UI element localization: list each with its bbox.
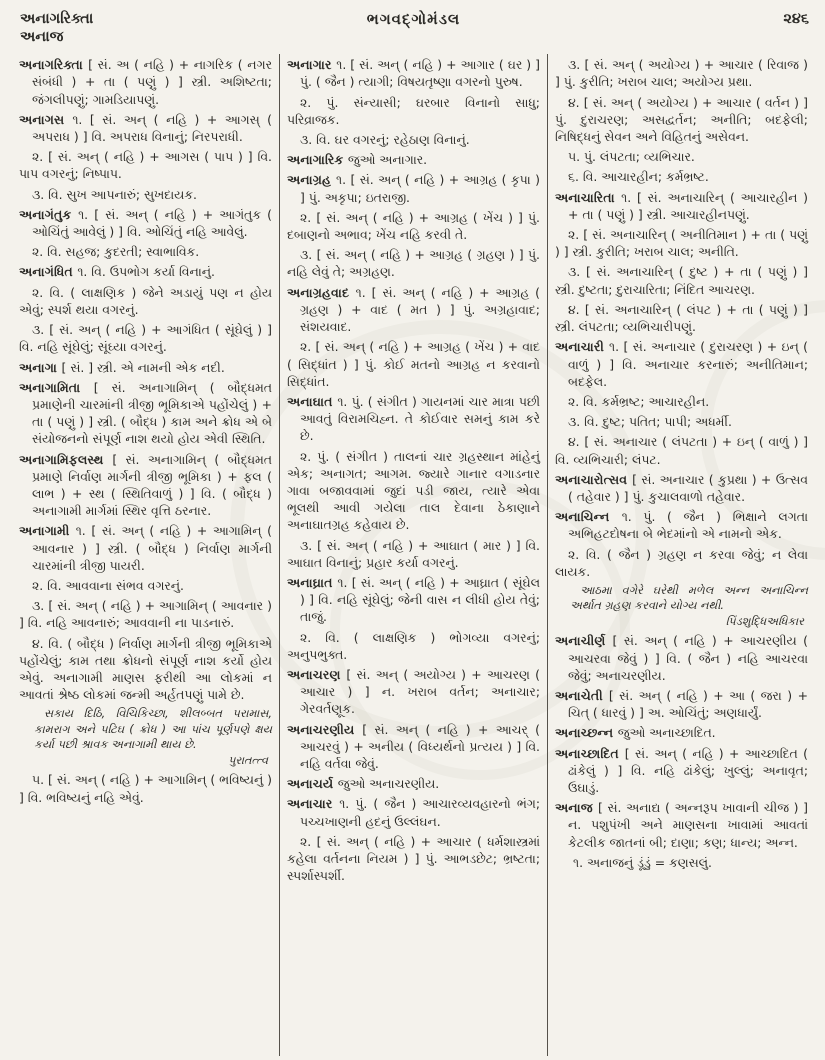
headword: અનાઘ્રાત — [287, 574, 338, 590]
sense-item: ૩. વિ. સુખ આપનારું; સુખદાયક. — [32, 186, 197, 202]
headword: અનાગસ — [19, 111, 73, 127]
dictionary-entry: અનાગારિક જુઓ અનાગાર. — [287, 152, 428, 168]
headword: અનાચીર્ણ — [555, 633, 613, 649]
sense-item: ૪. વિ. ( બૌદ્ધ ) નિર્વાણ માર્ગની ત્રીજી ભૂમિકાએ પહોંચેલું; કામ તથા ક્રોધનો સંપૂર્ણ નાશ કર્યો હોય એવું. અનાગામી માણસ ફરીથી આ લોકમાં ન આવતાં શ્રેષ્ઠ લોકમાં જન્મી અર્હતપણું પામે છે. — [19, 635, 272, 703]
sense-item: ૩. [ સં. અન્ ( અયોગ્ય ) + આચાર ( રિવાજ ) ] પું. કુરીતિ; ખરાબ ચાલ; અયોગ્ય પ્રથા. — [555, 57, 808, 90]
dictionary-entry: અનાચારોત્સવ [ સં. અનાચાર ( કુપ્રથા ) + ઉત્સવ ( તહેવાર ) ] પું. કુચાલવાળો તહેવાર. — [555, 471, 808, 504]
dictionary-entry: અનાગામિફલસ્થ [ સં. અનાગામિન્ ( બૌદ્ધમત પ્રમાણે નિર્વાણ માર્ગની ત્રીજી ભૂમિકા ) + ફલ ( લાભ ) + સ્થ ( સ્થિતિવાળું ) ] વિ. ( બૌદ્ધ ) અનાગામી માર્ગમાં સ્થિર વૃત્તિ ઠરનાર. — [19, 451, 272, 519]
page-header — [12, 8, 815, 50]
dictionary-entry: અનાગા [ સં. ] સ્ત્રી. એ નામની એક નદી. — [19, 359, 225, 375]
sense-item: ૩. વિ. ઘર વગરનું; રહેઠાણ વિનાનું. — [300, 132, 470, 148]
dictionary-entry: અનાચેતી [ સં. અન્ ( નહિ ) + આ ( જરા ) + ચિત્ ( ધારવું ) ] અ. ઓચિંતું; અણધાર્યું. — [555, 688, 808, 721]
headword: અનાચિન્ન — [555, 509, 622, 525]
text-columns — [12, 54, 815, 1056]
dictionary-entry: અનાગંધિત ૧. વિ. ઉપભોગ કર્યા વિનાનું. — [19, 264, 215, 280]
dictionary-entry: અનાઘાત ૧. પું. ( સંગીત ) ગાયનમાં ચાર માત્રા પછી આવતું વિરામચિહ્ન. તે કોઈવાર સમનું કામ કરે છે. — [287, 393, 540, 444]
sense-item: ૨. વિ. સહજ; કુદરતી; સ્વાભાવિક. — [32, 244, 200, 260]
headword: અનાગા — [19, 359, 62, 375]
sense-item: ૪. [ સં. અનાચારિન્ ( લંપટ ) + તા ( પણું ) ] સ્ત્રી. લંપટતા; વ્યભિચારીપણું. — [555, 301, 808, 335]
headword: અનાગ્રહ — [287, 172, 337, 188]
headword: અનાગારિક — [287, 152, 348, 168]
sense-item: ૩. વિ. દુષ્ટ; પતિત; પાપી; અધર્મી. — [568, 414, 732, 430]
sense-item: ૨. વિ. ( લાક્ષણિક ) જેને અડાયું પણ ન હોય એવું; સ્પર્શ થયા વગરનું. — [19, 284, 272, 317]
headword: અનાગામિતા — [19, 379, 94, 395]
dictionary-entry: અનાચર્ય જુઓ અનાચરણીય. — [287, 776, 440, 792]
guide-word-first: અનાગરિક્તા — [20, 11, 94, 27]
sense-item: ૪. [ સં. અનાચાર ( લંપટતા ) + ઇન્ ( વાળું ) ] વિ. વ્યભિચારી; લંપટ. — [555, 434, 808, 467]
headword: અનાચર્ય — [287, 776, 338, 792]
headword: અનાગામી — [19, 523, 76, 539]
sense-item: ૨. [ સં. અન્ ( નહિ ) + આગ્રહ ( ખેંચ ) + વાદ ( સિદ્ધાંત ) ] પું. કોઈ મતનો આગ્રહ ન કરવાનો સિદ્ધાંત. — [287, 339, 540, 389]
dictionary-entry: અનાચારિતા ૧. [ સં. અનાચારિન્ ( આચારહીન ) + તા ( પણું ) ] સ્ત્રી. આચારહીનપણું. — [555, 189, 809, 222]
citation-source: પુરાતત્ત્વ — [228, 753, 268, 767]
column-3 — [547, 54, 815, 1056]
dictionary-entry: અનાચાર ૧. પું. ( જૈન ) આચારવ્યવહારનો ભંગ; પચ્ચખાણની હદનું ઉલ્લંઘન. — [287, 796, 540, 829]
sense-item: ૨. [ સં. અનાચારિન્ ( અનીતિમાન ) + તા ( પણું ) ] સ્ત્રી. કુરીતિ; ખરાબ ચાલ; અનીતિ. — [555, 227, 808, 260]
sense-item: ૬. વિ. આચારહીન; કર્મભ્રષ્ટ. — [568, 169, 709, 185]
sense-item: ૪. [ સં. અન્ ( અયોગ્ય ) + આચાર ( વર્તન ) ] પું. દુરાચરણ; અસદ્વર્તન; અનીતિ; બદફેલી; નિષિદ્ધનું સેવન અને વિહિતનું અસેવન. — [555, 94, 808, 145]
citation-source: પિંડશુદ્ધિઅધિકાર — [725, 614, 804, 628]
dictionary-entry: અનાગ્રહવાદ ૧. [ સં. અન્ ( નહિ ) + આગ્રહ ( ગ્રહણ ) + વાદ ( મત ) ] પું. અગ્રહાવાદ; સંશયવાદ. — [287, 284, 540, 335]
column-2 — [279, 54, 547, 1056]
headword: અનાગાર — [287, 57, 337, 73]
headword: અનાગામિફલસ્થ — [19, 451, 113, 467]
dictionary-entry: અનાગરિક્તા [ સં. અ ( નહિ ) + નાગરિક ( નગર સંબંધી ) + તા ( પણું ) ] સ્ત્રી. અશિષ્ટતા; જંગલીપણું; ગામડિયાપણું. — [19, 57, 272, 107]
idiom-line: ૧. અનાજનું ડૂંડું = કણસલું. — [573, 854, 712, 870]
headword: અનાચેતી — [555, 688, 609, 704]
dictionary-entry: અનાચરણ [ સં. અન્ ( અયોગ્ય ) + આચરણ ( આચાર ) ] ન. ખરાબ વર્તન; અનાચાર; ગેરવર્તણૂક. — [287, 666, 540, 717]
headword: અનાગ્રહવાદ — [287, 284, 356, 300]
dictionary-entry: અનાચ્છાદિત [ સં. અન્ ( નહિ ) + આચ્છાદિત ( ઢાંકેલું ) ] વિ. નહિ ઢાંકેલું; ખુલ્લું; અનાવૃત; ઉઘાડું. — [555, 745, 808, 796]
headword: અનાગરિક્તા — [19, 57, 89, 73]
headword: અનાગંતુક — [19, 206, 79, 222]
sense-item: ૨. [ સં. અન્ ( નહિ ) + આગ્રહ ( ખેંચ ) ] પું. દબાણનો અભાવ; ખેંચ નહિ કરવી તે. — [287, 209, 540, 243]
page-number: ૨૪૬ — [783, 11, 809, 27]
dictionary-entry: અનાગામિતા [ સં. અનાગામિન્ ( બૌદ્ધમત પ્રમાણેની ચારમાંની ત્રીજી ભૂમિકાએ પહોંચેલું ) + તા ( પણું ) ] સ્ત્રી. ( બૌદ્ધ ) કામ અને ક્રોધ એ બે સંયોજનનો સંપૂર્ણ નાશ થયો હોય એવી સ્થિતિ. — [19, 379, 272, 447]
sense-item: ૩. [ સં. અન્ ( નહિ ) + આગામિન્ ( આવનાર ) ] વિ. નહિ આવનારું; આવવાની ના પાડનારું. — [19, 598, 272, 631]
sense-item: ૨. [ સં. અન્ ( નહિ ) + આચાર ( ધર્મશાસ્ત્રમાં કહેલા વર્તનના નિયમ ) ] પું. આભડછેટ; ભ્રષ્ટતા; સ્પર્શાસ્પર્શી. — [287, 833, 540, 884]
dictionary-entry: અનાગ્રહ ૧. [ સં. અન્ ( નહિ ) + આગ્રહ ( કૃપા ) ] પું. અકૃપા; ઇતરાજી. — [287, 172, 540, 205]
dictionary-entry: અનાચરણીય [ સં. અન્ ( નહિ ) + આચર્ ( આચરવું ) + અનીય ( વિધ્યર્થનો પ્રત્યય ) ] વિ. નહિ વર્તવા જેવું. — [287, 721, 540, 771]
headword: અનાચારોત્સવ — [555, 471, 633, 487]
dictionary-entry: અનાઘ્રાત ૧. [ સં. અન્ ( નહિ ) + આઘ્રાત ( સૂંઘેલ ) ] વિ. નહિ સૂંઘેલું; જેની વાસ ન લીધી હોય તેવું; તાજું. — [287, 574, 540, 625]
dictionary-entry: અનાગંતુક ૧. [ સં. અન્ ( નહિ ) + આગંતુક ( ઓચિંતું આવેલું ) ] વિ. ઓચિંતું નહિ આવેલું. — [19, 206, 272, 240]
guide-word-last: અનાજ — [20, 29, 64, 46]
sense-item: ૨. વિ. ( લાક્ષણિક ) ભોગવ્યા વગરનું; અનુપભુક્ત. — [287, 629, 540, 662]
dictionary-entry: અનાચ્છન્ન જુઓ અનાચ્છાદિત. — [555, 725, 716, 741]
dictionary-entry: અનાજ [ સં. અનાદ્ય ( અન્નરૂપ ખાવાની ચીજ ) ] ન. પશુપંખી અને માણસના ખાવામાં આવતાં કેટલીક જાતનાં બી; દાણા; કણ; ધાન્ય; અન્ન. — [555, 800, 808, 850]
sense-item: ૨. વિ. ( જૈન ) ગ્રહણ ન કરવા જેવું; ન લેવા લાયક. — [555, 546, 808, 579]
book-title: ભગવદ્ગોમંડલ — [366, 10, 461, 28]
sense-item: ૫. [ સં. અન્ ( નહિ ) + આગામિન્ ( ભવિષ્યનું ) ] વિ. ભવિષ્યનું નહિ એવું. — [19, 772, 272, 805]
sense-item: ૫. પું. લંપટતા; વ્યભિચાર. — [568, 149, 695, 165]
headword: અનાચાર — [287, 796, 340, 812]
sense-item: ૨. પું. સંન્યાસી; ઘરબાર વિનાનો સાધુ; પરિવ્રાજક. — [287, 94, 540, 127]
column-1 — [12, 54, 279, 1056]
headword: અનાચરણીય — [287, 721, 363, 737]
citation: આઠમા વગેરે ઘરેથી મળેલ અન્ન અનાચિન્ન અર્થાત ગ્રહણ કરવાને યોગ્ય નથી. પિંડશુદ્ધિઅધિકાર — [570, 583, 808, 628]
sense-item: ૩. [ સં. અન્ ( નહિ ) + આગંધિત ( સૂંઘેલું ) ] વિ. નહિ સૂંઘેલું; સૂંઘ્યા વગરનું. — [19, 322, 272, 355]
dictionary-entry: અનાગાર ૧. [ સં. અન્ ( નહિ ) + આગાર ( ઘર ) ] પું. ( જૈન ) ત્યાગી; વિષયતૃષ્ણા વગરનો પુરુષ. — [287, 57, 540, 90]
dictionary-entry: અનાગસ ૧. [ સં. અન્ ( નહિ ) + આગસ્ ( અપરાધ ) ] વિ. અપરાધ વિનાનું; નિરપરાધી. — [19, 111, 273, 145]
citation: સકાય દિઠિ, વિચિકિચ્છા, શીલબ્બત પરામાસ, કામરાગ અને પટિઘ ( ક્રોધ ) આ પાંચ પૂર્ણપણે ક્ષય કર્યા પછી શ્રાવક અનાગામી થાય છે. પુરાતત્ત્વ — [34, 707, 272, 767]
dictionary-entry: અનાચારી ૧. [ સં. અનાચાર ( દુરાચરણ ) + ઇન્ ( વાળું ) ] વિ. અનાચાર કરનારું; અનીતિમાન; બદફેલ. — [555, 339, 808, 389]
headword: અનાચ્છન્ન — [555, 725, 618, 741]
headword: અનાચરણ — [287, 666, 347, 682]
headword: અનાગંધિત — [19, 264, 78, 280]
headword: અનાજ — [555, 800, 598, 816]
dictionary-entry: અનાચીર્ણ [ સં. અન્ ( નહિ ) + આચરણીય ( આચરવા જેવું ) ] વિ. ( જૈન ) નહિ આચરવા જેવું; અનાચરણીય. — [555, 633, 809, 683]
sense-item: ૨. [ સં. અન્ ( નહિ ) + આગસ ( પાપ ) ] વિ. પાપ વગરનું; નિષ્પાપ. — [19, 149, 272, 182]
headword: અનાચારી — [555, 339, 610, 355]
sense-item: ૨. પું. ( સંગીત ) તાલનાં ચાર ગ્રહસ્થાન માંહેનું એક; અનાગત; આગમ. જ્યારે ગાનાર વગાડનાર ગાવા બજાવવામાં જુદાં પડી જાય, ત્યારે એવા ભૂલથી આવી ગયેલા તાલ દેવાના ઠેકાણાને અનાઘાતગ્રહ કહેવાય છે. — [287, 448, 540, 533]
dictionary-entry: અનાચિન્ન ૧. પું. ( જૈન ) ભિક્ષાને લગતા અભિહટદોષના બે ભેદમાંનો એ નામનો એક. — [555, 509, 808, 542]
sense-item: ૨. વિ. કર્મભ્રષ્ટ; આચારહીન. — [568, 393, 710, 409]
sense-item: ૩. [ સં. અન્ ( નહિ ) + આઘાત ( માર ) ] વિ. આઘાત વિનાનું; પ્રહાર કર્યા વગરનું. — [287, 537, 540, 570]
headword: અનાઘાત — [287, 393, 338, 409]
dictionary-entry: અનાગામી ૧. [ સં. અન્ ( નહિ ) + આગામિન્ ( આવનાર ) ] સ્ત્રી. ( બૌદ્ધ ) નિર્વાણ માર્ગની ચારમાંની ત્રીજી પાયરી. — [19, 523, 272, 573]
sense-item: ૨. વિ. આવવાના સંભવ વગરનું. — [32, 577, 184, 593]
sense-item: ૩. [ સં. અનાચારિન્ ( દુષ્ટ ) + તા ( પણું ) ] સ્ત્રી. દુષ્ટતા; દુરાચારિતા; નિંદિત આચરણ. — [555, 264, 808, 297]
headword: અનાચારિતા — [555, 189, 622, 205]
sense-item: ૩. [ સં. અન્ ( નહિ ) + આગ્રહ ( ગ્રહણ ) ] પું. નહિ લેવું તે; અગ્રહણ. — [287, 247, 540, 280]
headword: અનાચ્છાદિત — [555, 745, 625, 761]
